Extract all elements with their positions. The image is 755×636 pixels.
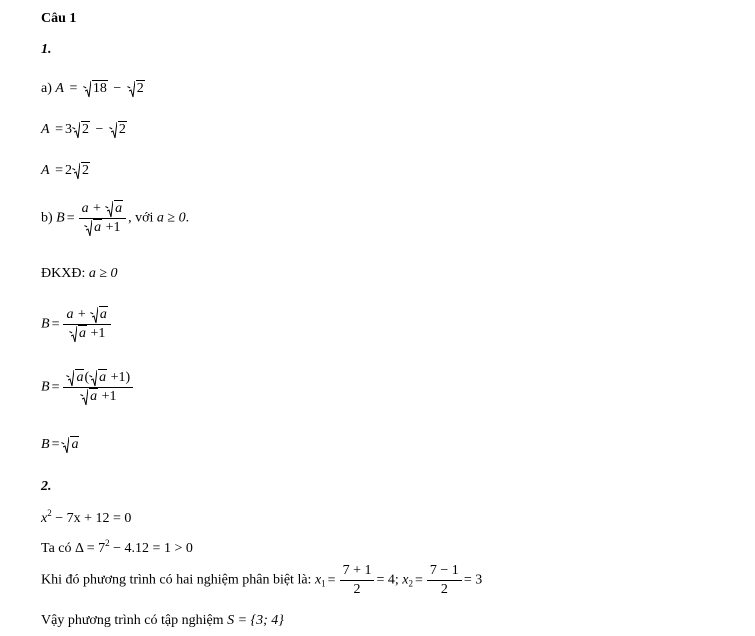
var-B: B	[41, 437, 50, 452]
part-a-label: a)	[41, 81, 52, 96]
minus: −	[95, 122, 104, 137]
part-a-line2	[41, 121, 127, 139]
solution-set: S = {3; 4}	[227, 613, 284, 628]
part2-label: 2.	[41, 479, 52, 494]
fraction-B: a + a a +1	[79, 200, 126, 237]
equals: =	[69, 81, 78, 96]
delta-line	[41, 534, 193, 558]
sqrt-2: 2	[72, 121, 90, 139]
delta-expr: $\Delta = 7^2 - 4.12 = 1 > 0$	[75, 538, 193, 556]
delta-prefix: Ta có	[41, 541, 72, 556]
var-A: A	[41, 122, 50, 137]
fraction-B-step1: a + a a +1	[63, 306, 110, 343]
sqrt-2: 2	[109, 121, 127, 139]
roots-text: Khi đó phương trình có hai nghiệm phân biệt là:	[41, 572, 312, 588]
coef-2: 2	[64, 163, 72, 178]
part-b-line1: b) B = a + a a +1 , với a ≥ 0.	[41, 201, 190, 235]
sqrt-18: 18	[83, 80, 108, 98]
part1-label: 1.	[41, 42, 52, 57]
equals: =	[55, 163, 63, 178]
condition-expr: a ≥ 0	[156, 210, 186, 226]
fraction-B-step2: a( a +1) a +1	[63, 369, 133, 406]
part-a-line1	[41, 80, 145, 98]
quadratic-equation: $x^2 - 7x + 12 = 0$	[41, 508, 132, 526]
var-A: A	[41, 163, 50, 178]
condition-text: , với	[128, 210, 157, 226]
var-A: A	[55, 81, 64, 96]
sqrt-2: 2	[72, 162, 90, 180]
equals: =	[55, 122, 63, 137]
conclusion-line	[41, 612, 284, 630]
var-B: B	[41, 379, 50, 395]
roots-line: Khi đó phương trình có hai nghiệm phân biệt là: $x_1$ = $\frac{7 + 1}{2}$ = 4; $x_2$ = $\frac{7 - 1}{2}$ = 3	[41, 563, 483, 597]
fraction-x1: $\frac{7 + 1}{2}$	[340, 562, 375, 599]
dkxd-label: ĐKXĐ:	[41, 266, 86, 281]
question-heading: Câu 1	[41, 11, 77, 26]
minus: −	[113, 81, 122, 96]
var-B: B	[41, 316, 50, 332]
var-B: B	[56, 210, 65, 226]
sqrt-2: 2	[127, 80, 145, 98]
part-b-step1: B = a + a a +1	[41, 306, 113, 343]
fraction-x2: $\frac{7 - 1}{2}$	[427, 562, 462, 599]
conclusion-text: Vậy phương trình có tập nghiệm	[41, 613, 224, 628]
part-a-line3	[41, 162, 90, 180]
dkxd-expr: a ≥ 0	[88, 266, 118, 281]
coef-3: 3	[64, 122, 72, 137]
sqrt-a: a	[61, 436, 79, 454]
part-b-label: b)	[41, 210, 53, 226]
part-b-step2: B = a( a +1) a +1	[41, 369, 135, 406]
part-b-result: B = a	[41, 437, 79, 452]
dkxd-line	[41, 265, 118, 283]
